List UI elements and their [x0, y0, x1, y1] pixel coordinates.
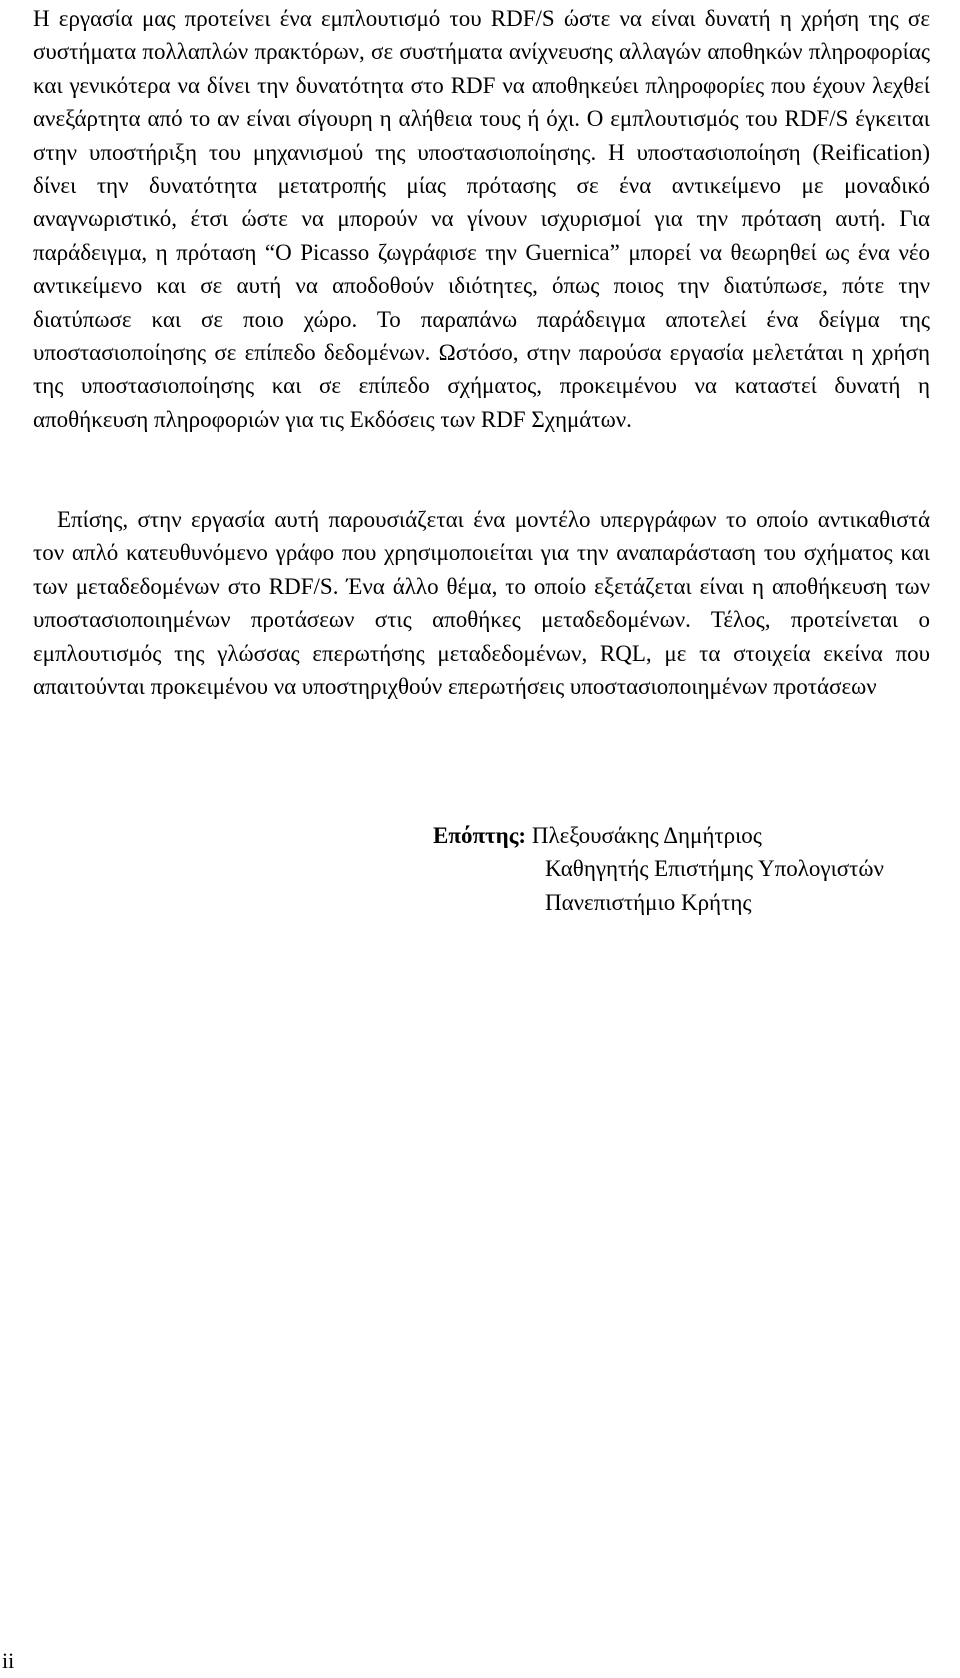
supervisor-block: [433, 819, 884, 919]
abstract-paragraph-1: Η εργασία μας προτείνει ένα εμπλουτισμό του RDF/S ώστε να είναι δυνατή η χρήση της σε συστήματα πολλαπλών πρακτόρων, σε συστήματα ανίχνευσης αλλαγών αποθηκών πληροφορίας και γενικότερα να δίνει την δυνατότητα στο RDF να αποθηκεύει πληροφορίες που έχουν λεχθεί ανεξάρτητα από το αν είναι σίγουρη η αλήθεια τους ή όχι. Ο εμπλουτισμός του RDF/S έγκειται στην υποστήριξη του μηχανισμού της υποστασιοποίησης. Η υποστασιοποίηση (Reification) δίνει την δυνατότητα μετατροπής μίας πρότασης σε ένα αντικείμενο με μοναδικό αναγνωριστικό, έτσι ώστε να μπορούν να γίνουν ισχυρισμοί για την πρόταση αυτή. Για παράδειγμα, η πρόταση “Ο Picasso ζωγράφισε την Guernica” μπορεί να θεωρηθεί ως ένα νέο αντικείμενο και σε αυτή να αποδοθούν ιδιότητες, όπως ποιος την διατύπωσε, πότε την διατύπωσε και σε ποιο χώρο. Το παραπάνω παράδειγμα αποτελεί ένα δείγμα της υποστασιοποίησης σε επίπεδο δεδομένων. Ωστόσο, στην παρούσα εργασία μελετάται η χρήση της υποστασιοποίησης και σε επίπεδο σχήματος, προκειμένου να καταστεί δυνατή η αποθήκευση πληροφοριών για τις Εκδόσεις των RDF Σχημάτων.: [33, 6, 930, 432]
supervisor-name: Πλεξουσάκης Δημήτριος: [531, 823, 762, 848]
abstract-paragraph-2-text: Επίσης, στην εργασία αυτή παρουσιάζεται ένα μοντέλο υπεργράφων το οποίο αντικαθιστά τον απλό κατευθυνόμενο γράφο που χρησιμοποιείται για την αναπαράσταση του σχήματος και των μεταδεδομένων στο RDF/S. Ένα άλλο θέμα, το οποίο εξετάζεται είναι η αποθήκευση των υποστασιοποιημένων προτάσεων στις αποθήκες μεταδεδομένων. Τέλος, προτείνεται ο εμπλουτισμός της γλώσσας επερωτήσης μεταδεδομένων, RQL, με τα στοιχεία εκείνα που απαιτούνται προκειμένου να υποστηριχθούν επερωτήσεις υποστασιοποιημένων προτάσεων: [33, 507, 930, 700]
supervisor-row: [433, 819, 884, 852]
supervisor-institution: Πανεπιστήμιο Κρήτης: [545, 889, 752, 915]
abstract-paragraph-2: [33, 503, 930, 703]
supervisor-title: Καθηγητής Επιστήμης Υπολογιστών: [545, 856, 884, 882]
supervisor-label: Επόπτης:: [433, 823, 527, 848]
page-number: ii: [2, 1648, 15, 1673]
paragraph-indent: [33, 507, 57, 532]
